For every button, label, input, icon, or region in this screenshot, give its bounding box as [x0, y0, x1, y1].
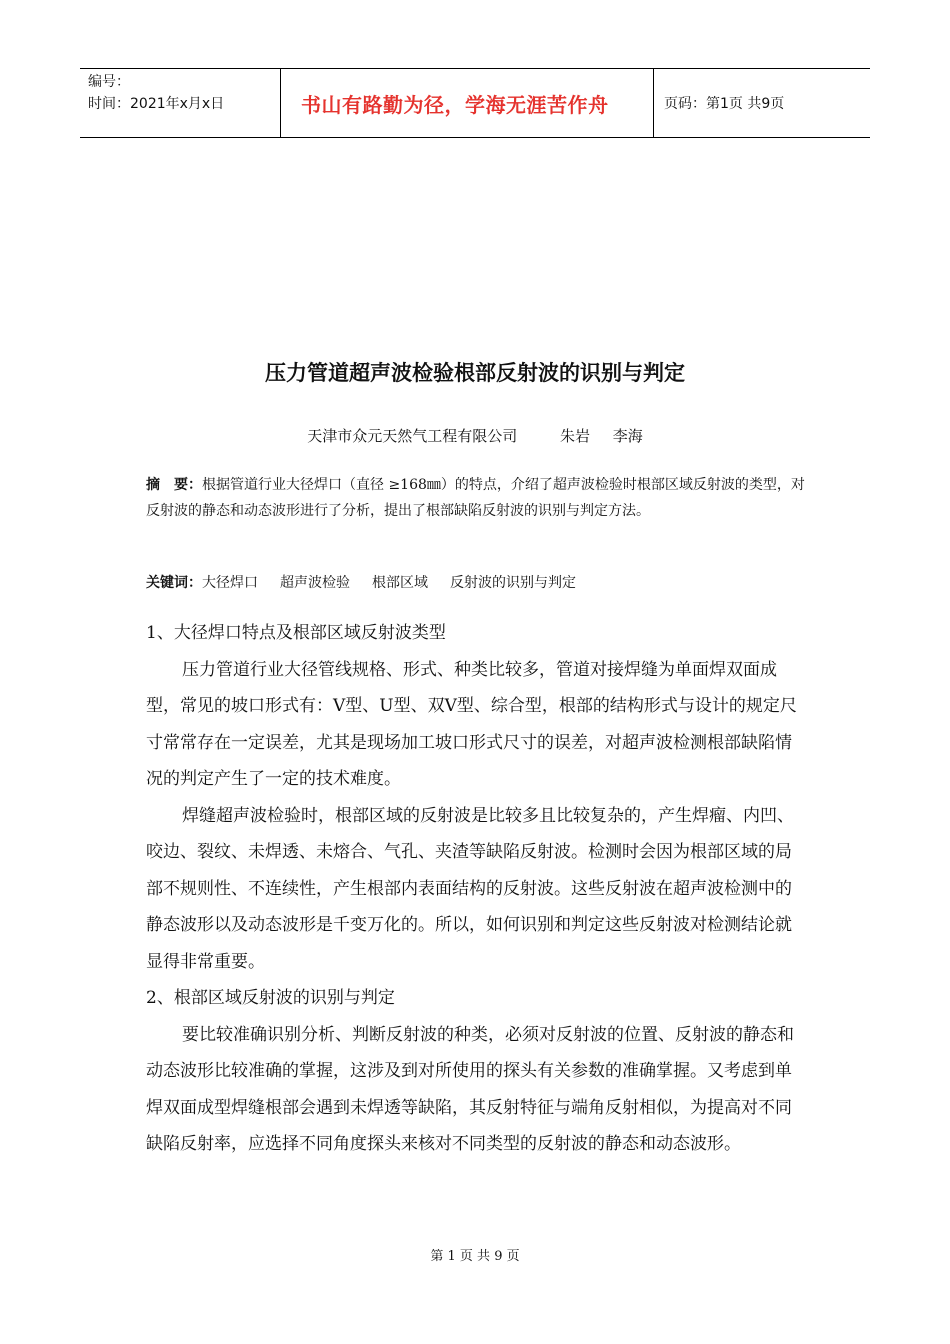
page-footer: 第 1 页 共 9 页 [430, 1249, 520, 1264]
organization: 天津市众元天然气工程有限公司 [307, 427, 518, 445]
number-label: 编号： [88, 74, 130, 90]
abstract [146, 472, 808, 524]
affiliation-line [0, 425, 950, 446]
section-1-heading: 1、大径焊口特点及根部区域反射波类型 [146, 623, 446, 643]
section-1-paragraph-2: 焊缝超声波检验时，根部区域的反射波是比较多且比较复杂的，产生焊瘤、内凹、咬边、裂纹、未焊透、未熔合、气孔、夹渣等缺陷反射波。检测时会因为根部区域的局部不规则性、不连续性，产生根部内表面结构的反射波。这些反射波在超声波检测中的静态波形以及动态波形是千变万化的。所以，如何识别和判定这些反射波对检测结论就显得非常重要。 [146, 805, 794, 972]
author-2: 李海 [612, 427, 643, 445]
author-1: 朱岩 [559, 427, 590, 445]
body-content [146, 615, 808, 1163]
date-label: 时间：2021年x月x日 [88, 96, 225, 112]
header-meta-cell [80, 69, 281, 137]
keyword-item: 根部区域 [372, 575, 428, 591]
keyword-item: 反射波的识别与判定 [450, 575, 576, 591]
section-2-paragraph-1: 要比较准确识别分析、判断反射波的种类，必须对反射波的位置、反射波的静态和动态波形比较准确的掌握，这涉及到对所使用的探头有关参数的准确掌握。又考虑到单焊双面成型焊缝根部会遇到未焊透等缺陷，其反射特征与端角反射相似，为提高对不同缺陷反射率，应选择不同角度探头来核对不同类型的反射波的静态和动态波形。 [146, 1024, 794, 1154]
document-header [80, 68, 870, 138]
motto-text: 书山有路勤为径，学海无涯苦作舟 [301, 92, 609, 117]
keyword-item: 大径焊口 [202, 575, 258, 591]
keywords [146, 570, 576, 596]
section-2-heading: 2、根部区域反射波的识别与判定 [146, 988, 395, 1008]
abstract-text: 根据管道行业大径焊口（直径 ≥168㎜）的特点，介绍了超声波检验时根部区域反射波的类型，对反射波的静态和动态波形进行了分析，提出了根部缺陷反射波的识别与判定方法。 [146, 477, 805, 519]
header-motto-cell [281, 69, 654, 137]
keywords-label: 关键词： [146, 575, 202, 591]
header-page-cell [654, 69, 870, 137]
page-info: 页码：第1页 共9页 [664, 96, 785, 112]
abstract-label: 摘 要： [146, 477, 202, 493]
section-1-paragraph-1: 压力管道行业大径管线规格、形式、种类比较多，管道对接焊缝为单面焊双面成型，常见的坡口形式有：V型、U型、双V型、综合型，根部的结构形式与设计的规定尺寸常常存在一定误差，尤其是现场加工坡口形式尺寸的误差，对超声波检测根部缺陷情况的判定产生了一定的技术难度。 [146, 659, 797, 789]
page-title: 压力管道超声波检验根部反射波的识别与判定 [265, 361, 685, 385]
keyword-item: 超声波检验 [280, 575, 350, 591]
